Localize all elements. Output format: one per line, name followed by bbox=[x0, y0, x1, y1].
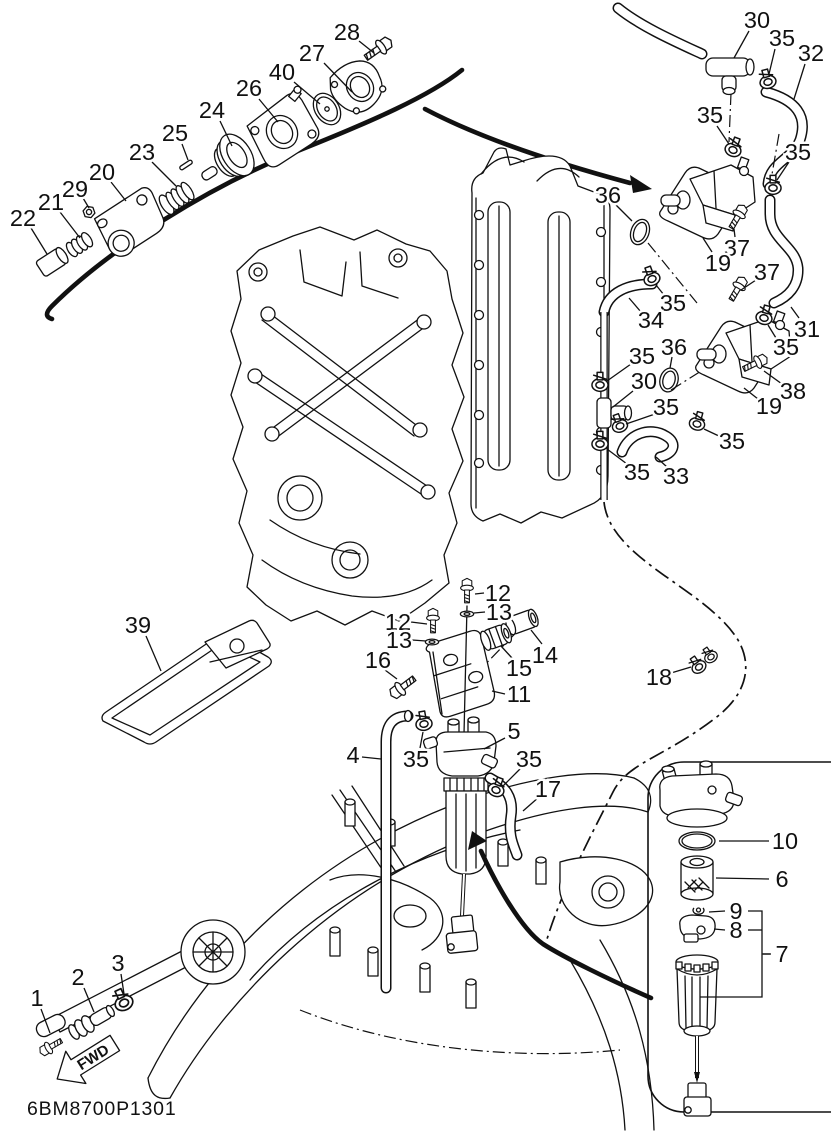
leader-line-32 bbox=[794, 64, 805, 99]
part-callout-36: 36 bbox=[660, 334, 688, 360]
leader-line-13 bbox=[474, 612, 485, 613]
part-12-bolt bbox=[461, 578, 474, 602]
part-28-bolt bbox=[361, 34, 395, 65]
part-callout-20: 20 bbox=[88, 159, 116, 185]
part-15-grommet bbox=[478, 622, 513, 651]
leader-line-35 bbox=[769, 49, 775, 74]
leader-line-28 bbox=[359, 41, 374, 53]
part-callout-35: 35 bbox=[628, 343, 656, 369]
part-callout-17: 17 bbox=[534, 776, 562, 802]
part-callout-23: 23 bbox=[128, 139, 156, 165]
part-callout-35: 35 bbox=[772, 334, 800, 360]
part-callout-36: 36 bbox=[594, 182, 622, 208]
part-callout-34: 34 bbox=[637, 307, 665, 333]
clip-18 bbox=[686, 645, 719, 676]
part-callout-32: 32 bbox=[797, 40, 825, 66]
leader-line-30 bbox=[734, 31, 749, 58]
part-callout-38: 38 bbox=[779, 378, 807, 404]
part-callout-13: 13 bbox=[385, 627, 413, 653]
part-callout-27: 27 bbox=[298, 40, 326, 66]
leader-line-35 bbox=[607, 364, 631, 381]
leader-line-12 bbox=[411, 622, 427, 624]
part-callout-31: 31 bbox=[793, 316, 821, 342]
part-callout-35: 35 bbox=[784, 139, 812, 165]
hose-clamp-35 bbox=[723, 135, 745, 158]
fuel-plumbing-right bbox=[592, 8, 802, 500]
leader-line-8 bbox=[714, 929, 725, 930]
leader-line-4 bbox=[362, 757, 381, 759]
leader-line-25 bbox=[182, 144, 188, 160]
part-callout-35: 35 bbox=[718, 428, 746, 454]
part-callout-30: 30 bbox=[630, 368, 658, 394]
leader-line-13 bbox=[412, 640, 426, 641]
hose-clamp-35 bbox=[757, 68, 777, 90]
driveshaft-group bbox=[34, 920, 245, 1058]
hose-clamp-35 bbox=[414, 710, 433, 731]
part-callout-39: 39 bbox=[124, 612, 152, 638]
part-9-clip bbox=[693, 908, 704, 914]
part-callout-40: 40 bbox=[268, 59, 296, 85]
inset-sensor-connector bbox=[684, 1083, 711, 1116]
part-callout-28: 28 bbox=[333, 19, 361, 45]
part-callout-22: 22 bbox=[9, 205, 37, 231]
part-21-spring bbox=[64, 231, 95, 259]
part-callout-2: 2 bbox=[71, 964, 85, 990]
part-callout-13: 13 bbox=[485, 599, 513, 625]
part-13-washer bbox=[460, 611, 473, 617]
crankcase-block bbox=[231, 227, 464, 625]
part-callout-35: 35 bbox=[623, 459, 651, 485]
part-callout-37: 37 bbox=[723, 235, 751, 261]
part-callout-15: 15 bbox=[505, 655, 533, 681]
part-6-filter-element bbox=[681, 856, 713, 900]
part-8-float bbox=[680, 915, 715, 942]
part-callout-35: 35 bbox=[768, 25, 796, 51]
part-25-pin bbox=[179, 160, 193, 171]
leader-line-22 bbox=[31, 228, 47, 254]
part-39-plate bbox=[102, 620, 271, 744]
part-callout-16: 16 bbox=[364, 647, 392, 673]
part-callout-12: 12 bbox=[384, 609, 412, 635]
leader-line-35 bbox=[717, 126, 729, 144]
part-callout-4: 4 bbox=[346, 742, 360, 768]
o-ring-36 bbox=[657, 366, 681, 394]
inset-filter-head bbox=[660, 761, 743, 827]
part-callout-1: 1 bbox=[30, 985, 44, 1011]
leader-line-39 bbox=[146, 636, 161, 671]
part-callout-24: 24 bbox=[198, 97, 226, 123]
part-callout-35: 35 bbox=[652, 394, 680, 420]
leader-line-18 bbox=[671, 667, 691, 673]
part-1-bolt bbox=[37, 1035, 65, 1058]
leader-line-12 bbox=[475, 593, 484, 594]
leader-line-21 bbox=[60, 212, 80, 238]
part-callout-5: 5 bbox=[507, 718, 521, 744]
part-callout-21: 21 bbox=[37, 189, 65, 215]
part-7-filter-cup bbox=[676, 955, 718, 1036]
part-callout-35: 35 bbox=[515, 746, 543, 772]
part-callout-35: 35 bbox=[659, 290, 687, 316]
part-12-bolt bbox=[427, 608, 440, 632]
part-16-bolt bbox=[387, 672, 419, 702]
leader-line-6 bbox=[716, 878, 769, 879]
part-callout-35: 35 bbox=[402, 746, 430, 772]
leader-line-9 bbox=[709, 911, 725, 912]
part-callout-11: 11 bbox=[506, 681, 532, 707]
fwd-label: FWD bbox=[74, 1041, 113, 1074]
part-callout-6: 6 bbox=[775, 866, 789, 892]
part-callout-30: 30 bbox=[743, 7, 771, 33]
part-callout-19: 19 bbox=[704, 250, 732, 276]
part-callout-19: 19 bbox=[755, 393, 783, 419]
part-10-o-ring bbox=[679, 832, 715, 850]
part-callout-37: 37 bbox=[753, 259, 781, 285]
part-callout-26: 26 bbox=[235, 75, 263, 101]
part-callout-18: 18 bbox=[645, 664, 673, 690]
part-callout-10: 10 bbox=[771, 828, 799, 854]
part-22-cap bbox=[35, 246, 70, 277]
part-callout-3: 3 bbox=[111, 950, 125, 976]
part-callout-29: 29 bbox=[61, 176, 89, 202]
part-13-washer bbox=[425, 639, 438, 645]
leader-line-23 bbox=[152, 162, 176, 186]
o-ring-36 bbox=[627, 217, 653, 248]
part-callout-25: 25 bbox=[161, 120, 189, 146]
part-callout-9: 9 bbox=[729, 898, 743, 924]
fwd-arrow bbox=[47, 1027, 125, 1095]
part-callout-14: 14 bbox=[531, 642, 559, 668]
part-callout-33: 33 bbox=[662, 463, 690, 489]
part-callout-35: 35 bbox=[696, 102, 724, 128]
t-joint-30 bbox=[706, 58, 754, 95]
fuel-pump-19 bbox=[660, 157, 755, 239]
part-code: 6BM8700P1301 bbox=[27, 1098, 177, 1120]
part-callout-7: 7 bbox=[775, 941, 789, 967]
cylinder-head-cover bbox=[471, 148, 610, 523]
part-callout-12: 12 bbox=[484, 580, 512, 606]
bolt-37 bbox=[725, 274, 750, 303]
part-callout-8: 8 bbox=[729, 917, 743, 943]
part-5-filter-head bbox=[423, 717, 499, 954]
